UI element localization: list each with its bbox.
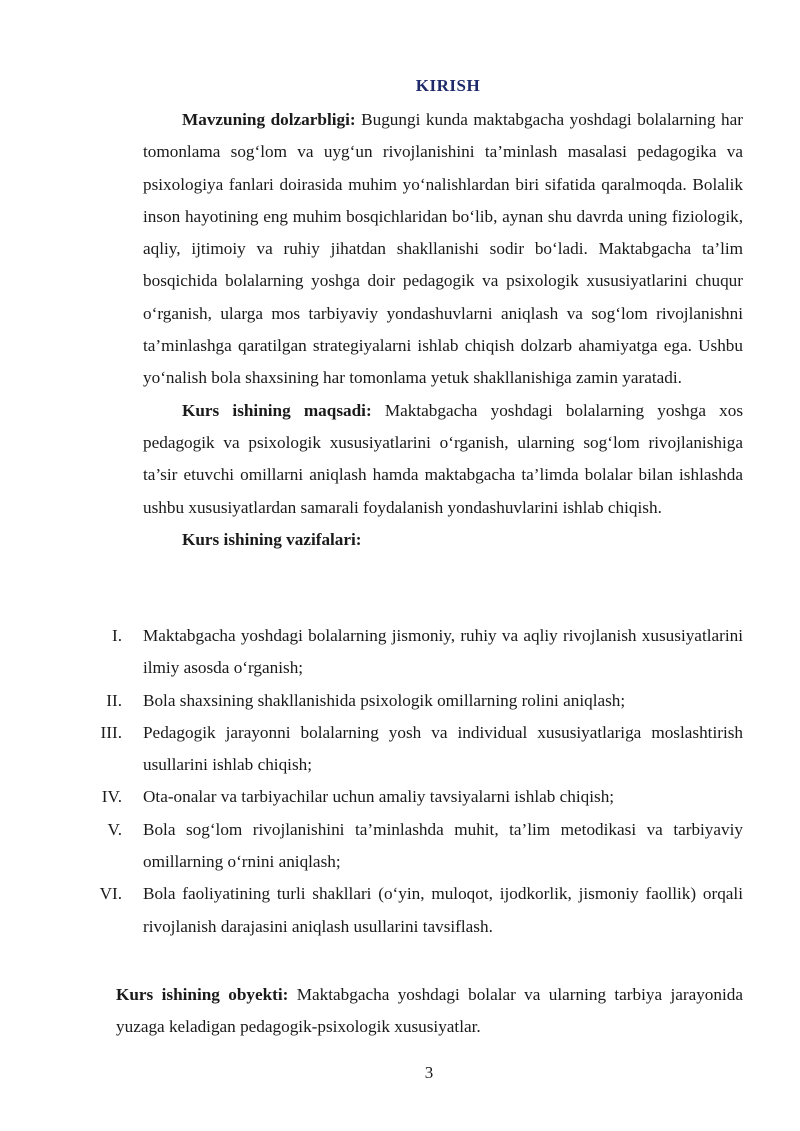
list-item-text: Bola sog‘lom rivojlanishini ta’minlashda muhit, ta’lim metodikasi va tarbiyaviy omillarning o‘rnini aniqlash; <box>143 819 743 872</box>
list-item-text: Bola faoliyatining turli shakllari (o‘yin, muloqot, ijodkorlik, jismoniy faollik) orqali rivojlanish darajasini aniqlash usullarini tavsiflash. <box>143 884 743 936</box>
tasks-list <box>80 620 743 943</box>
relevance-paragraph <box>143 104 743 395</box>
list-item <box>80 620 743 685</box>
list-item-text: Ota-onalar va tarbiyachilar uchun amaliy tavsiyalarni ishlab chiqish; <box>143 787 615 807</box>
goal-text: Maktabgacha yoshdagi bolalarning yoshga xos pedagogik va psixologik xususiyatlarini o‘rganish, ularning sog‘lom rivojlanishiga ta’sir etuvchi omillarni aniqlash hamda maktabgacha ta’limda bolalar bilan ishlashda ushbu xususiyatlardan samarali foydalanish yondashuvlarini ishlab chiqish. <box>143 400 744 517</box>
list-item-text: Bola shaxsining shakllanishida psixologik omillarning rolini aniqlash; <box>143 690 626 710</box>
list-item <box>80 781 743 813</box>
list-item-number: I. <box>111 626 122 645</box>
list-item-number: II. <box>106 690 122 710</box>
list-item-number: III. <box>100 722 122 742</box>
object-paragraph <box>116 979 743 1044</box>
relevance-text: Bugungi kunda maktabgacha yoshdagi bolalarning har tomonlama sog‘lom va uyg‘un rivojlanishini ta’minlash masalasi pedagogika va psixologiya fanlari doirasida muhim yo‘nalishlardan biri sifatida qaralmoqda. Bolalik inson hayotining eng muhim bosqichlaridan bo‘lib, aynan shu davrda uning fiziologik, aqliy, ijtimoiy va ruhiy jihatdan shakllanishi sodir bo‘ladi. Maktabgacha ta’lim bosqichida bolalarning yoshga doir pedagogik va psixologik xususiyatlarini chuqur o‘rganish, ularga mos tarbiyaviy yondashuvlarni aniqlash va sog‘lom rivojlanishni ta’minlashga qaratilgan strategiyalarni ishlab chiqish dolzarb ahamiyatga ega. Ushbu yo‘nalish bola shaxsining har tomonlama yetuk shakllanishiga zamin yaratadi. <box>143 110 743 388</box>
page-title: KIRISH <box>415 76 481 95</box>
object-label: Kurs ishining obyekti: <box>116 985 289 1004</box>
list-item <box>80 814 743 879</box>
list-item-text: Pedagogik jarayonni bolalarning yosh va individual xususiyatlariga moslashtirish usullarini ishlab chiqish; <box>143 722 743 775</box>
goal-label: Kurs ishining maqsadi: <box>182 400 372 420</box>
list-item-number: IV. <box>101 787 122 807</box>
page-number: 3 <box>424 1063 434 1082</box>
tasks-label: Kurs ishining vazifalari: <box>182 529 362 549</box>
list-item <box>80 717 743 782</box>
list-item-text: Maktabgacha yoshdagi bolalarning jismoniy, ruhiy va aqliy rivojlanish xususiyatlarini ilmiy asosda o‘rganish; <box>143 626 743 678</box>
list-item-number: V. <box>107 819 122 839</box>
relevance-label: Mavzuning dolzarbligi: <box>182 110 356 129</box>
goal-paragraph <box>143 395 743 524</box>
main-text <box>143 104 743 556</box>
object-text: Maktabgacha yoshdagi bolalar va ularning tarbiya jarayonida yuzaga keladigan pedagogik-psixologik xususiyatlar. <box>116 985 743 1037</box>
tasks-heading <box>143 524 743 556</box>
list-item <box>80 878 743 943</box>
list-item-number: VI. <box>99 884 122 904</box>
list-item <box>80 685 743 717</box>
